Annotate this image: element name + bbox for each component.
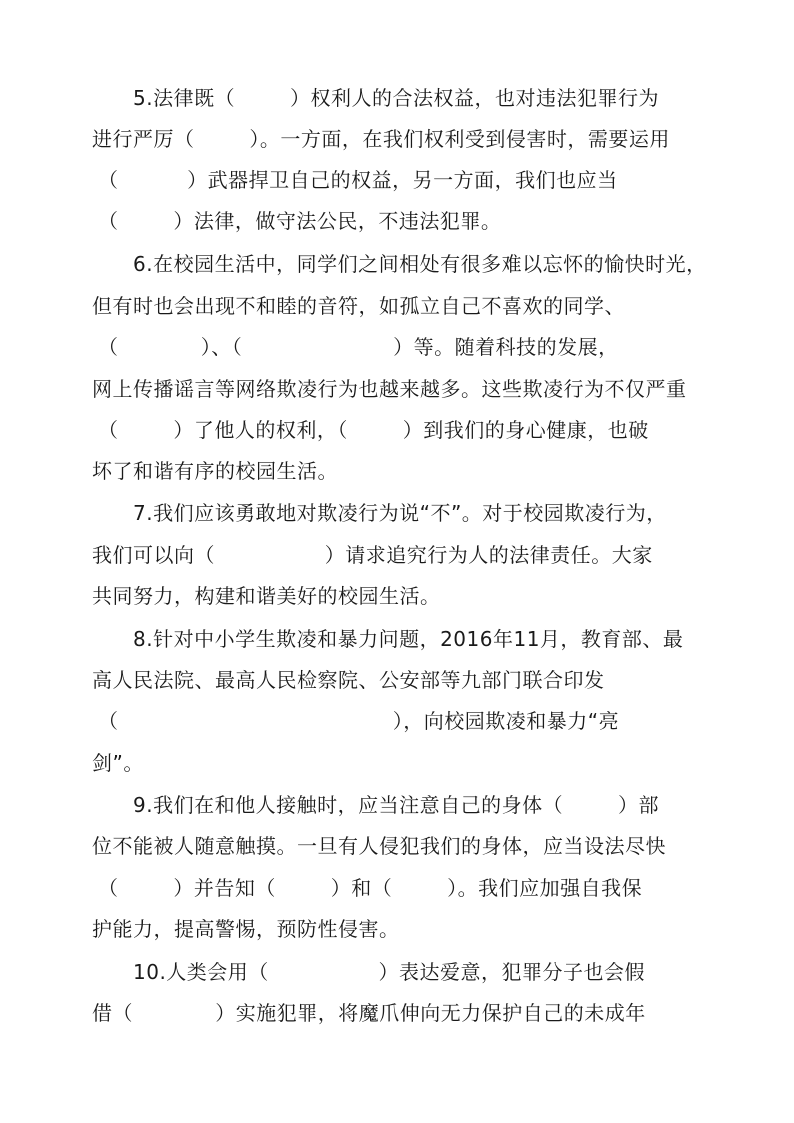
text-line: 共同努力，构建和谐美好的校园生活。	[92, 584, 441, 608]
text-line: （ ）了他人的权利，（ ）到我们的身心健康，也破	[98, 418, 649, 442]
text-line: 高人民法院、最高人民检察院、公安部等九部门联合印发	[92, 668, 605, 692]
text-line: 我们可以向（ ）请求追究行为人的法律责任。大家	[92, 543, 653, 567]
text-line: （ ）武器捍卫自己的权益，另一方面，我们也应当	[98, 168, 618, 192]
text-line: 9.我们在和他人接触时，应当注意自己的身体（ ）部	[133, 793, 659, 817]
text-line: 6.在校园生活中，同学们之间相处有很多难以忘怀的愉快时光，	[133, 252, 707, 276]
text-line: （ ）并告知（ ）和（ ）。我们应加强自我保	[98, 876, 643, 900]
text-line: 剑”。	[92, 751, 144, 775]
text-line: 借（ ）实施犯罪，将魔爪伸向无力保护自己的未成年	[92, 1001, 646, 1025]
text-line: 位不能被人随意触摸。一旦有人侵犯我们的身体，应当设法尽快	[92, 834, 666, 858]
text-line: 7.我们应该勇敢地对欺凌行为说“不”。对于校园欺凌行为，	[133, 501, 667, 525]
text-line: 网上传播谣言等网络欺凌行为也越来越多。这些欺凌行为不仅严重	[92, 377, 687, 401]
text-line: （ ）法律，做守法公民，不违法犯罪。	[98, 209, 502, 233]
text-line: 8.针对中小学生欺凌和暴力问题，2016年11月，教育部、最	[133, 627, 684, 651]
text-line: 10.人类会用（ ）表达爱意，犯罪分子也会假	[133, 960, 646, 984]
text-line: 护能力，提高警惕，预防性侵害。	[92, 917, 400, 941]
text-line: 5.法律既（ ）权利人的合法权益，也对违法犯罪行为	[133, 86, 659, 110]
text-line: 但有时也会出现不和睦的音符，如孤立自己不喜欢的同学、	[92, 294, 625, 318]
text-line: （ ），向校园欺凌和暴力“亮	[98, 709, 620, 733]
text-line: 坏了和谐有序的校园生活。	[92, 459, 338, 483]
text-line: 进行严厉（ ）。一方面，在我们权利受到侵害时，需要运用	[92, 127, 670, 151]
text-line: （ ）、（ ）等。随着科技的发展，	[98, 335, 619, 359]
